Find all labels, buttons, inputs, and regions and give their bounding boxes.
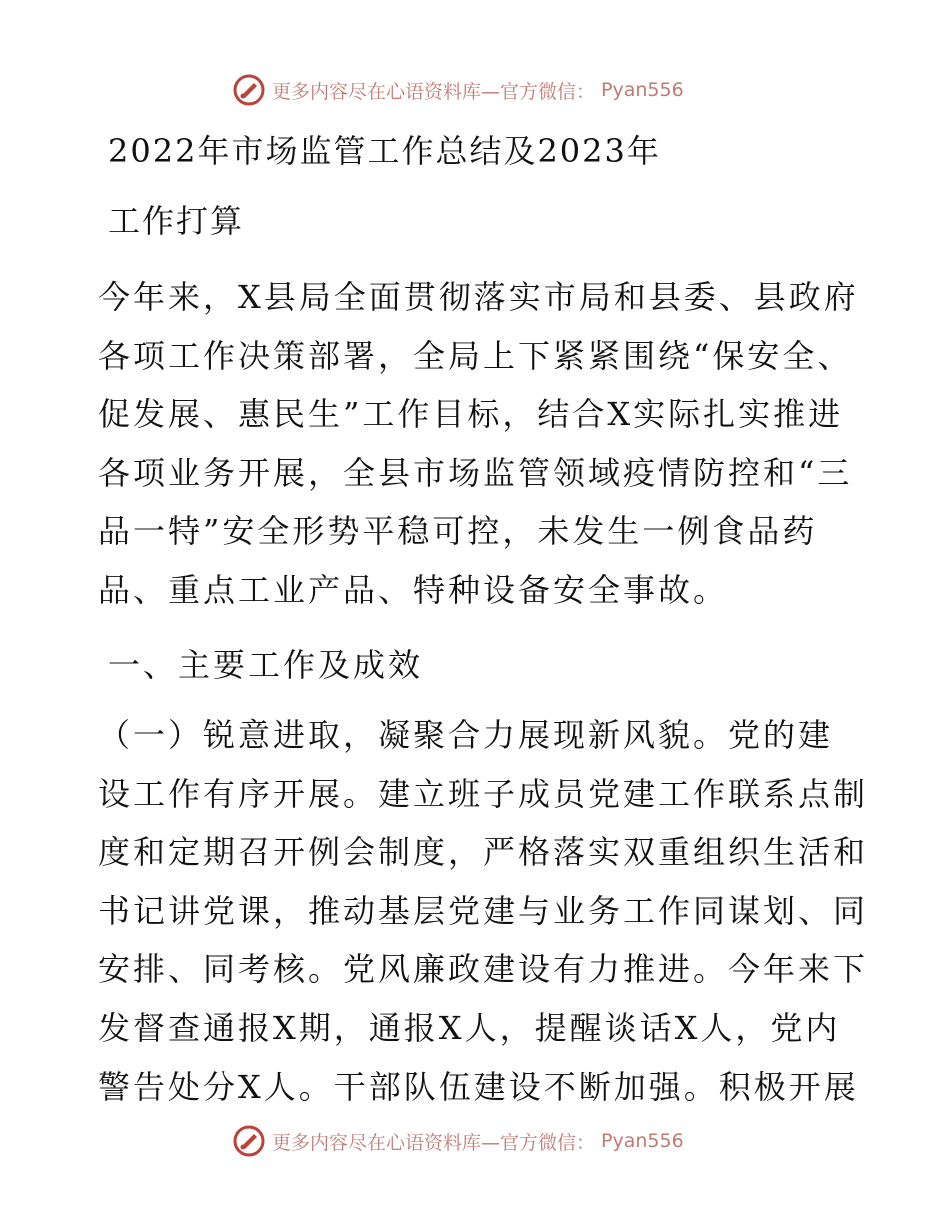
seal-logo-icon <box>232 73 266 107</box>
text-line: 度和定期召开例会制度，严格落实双重组织生活和 <box>98 833 869 872</box>
text-line: 设工作有序开展。建立班子成员党建工作联系点制 <box>98 774 869 813</box>
text-line: 促发展、惠民生”工作目标，结合X实际扎实推进 <box>98 395 844 434</box>
text-line: （一）锐意进取，凝聚合力展现新风貌。党的建 <box>98 716 834 754</box>
text-line: 各项业务开展，全县市场监管领域疫情防控和“三 <box>98 453 853 492</box>
text-line: 品一特”安全形势平稳可控，未发生一例食品药 <box>98 512 818 551</box>
text-line: 各项工作决策部署，全局上下紧紧围绕“保安全、 <box>98 336 853 375</box>
document-title-line-1: 2022年市场监管工作总结及2023年 <box>108 132 661 170</box>
watermark-footer <box>232 1124 684 1158</box>
seal-logo-icon <box>232 1124 266 1158</box>
text-line: 书记讲党课，推动基层党建与业务工作同谋划、同 <box>98 891 869 930</box>
intro-paragraph <box>98 268 858 620</box>
watermark-text: 更多内容尽在心语资料库—官方微信： <box>272 1131 596 1154</box>
watermark-handle: Pyan556 <box>601 79 684 101</box>
text-line: 品、重点工业产品、特种设备安全事故。 <box>98 570 729 609</box>
text-line: 安排、同考核。党风廉政建设有力推进。今年来下 <box>98 950 869 989</box>
text-line: 今年来，X县局全面贯彻落实市局和县委、县政府 <box>98 278 859 316</box>
watermark-header <box>232 73 684 107</box>
text-line: 发督查通报X期，通报X人，提醒谈话X人，党内 <box>98 1008 841 1047</box>
watermark-handle: Pyan556 <box>601 1130 684 1152</box>
section-paragraph <box>98 706 869 1116</box>
section-heading: 一、主要工作及成效 <box>108 646 424 684</box>
document-title-line-2: 工作打算 <box>108 202 245 240</box>
watermark-text: 更多内容尽在心语资料库—官方微信： <box>272 80 596 103</box>
text-line: 警告处分X人。干部队伍建设不断加强。积极开展 <box>98 1067 859 1106</box>
